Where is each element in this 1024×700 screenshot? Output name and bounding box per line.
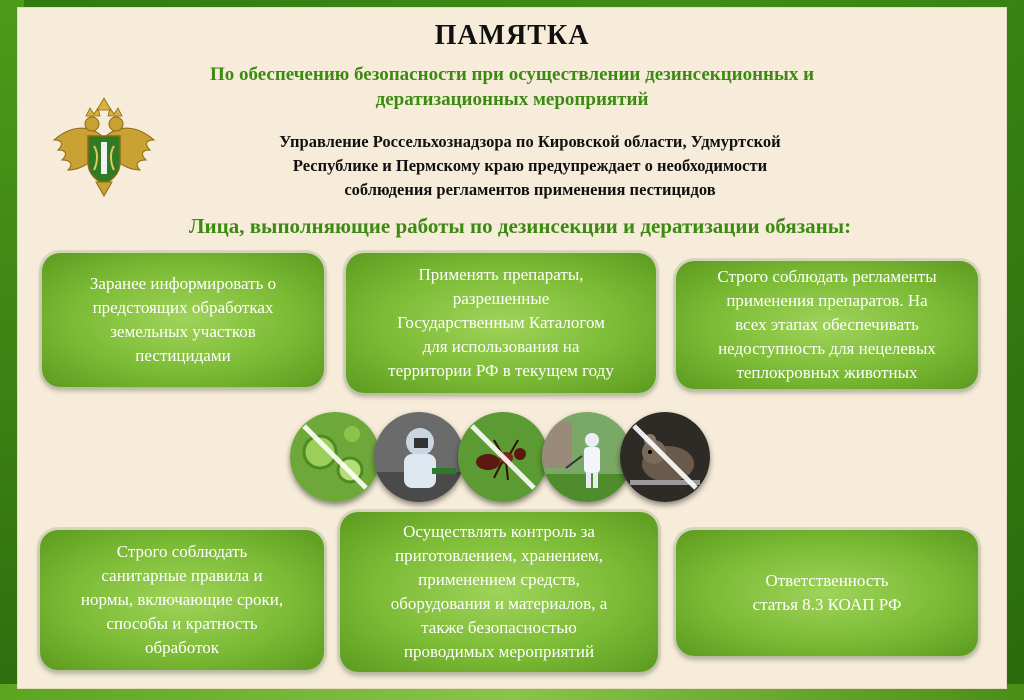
card-line: земельных участков — [110, 322, 256, 341]
duty-card-responsibility — [676, 530, 978, 656]
card-line: Строго соблюдать — [116, 542, 248, 561]
spraying-worker-icon — [542, 412, 632, 502]
notice-line: соблюдения регламентов применения пестицидов — [344, 180, 716, 199]
card-line: разрешенные — [452, 289, 550, 308]
card-line: обработок — [144, 638, 220, 657]
card-line: территории РФ в текущем году — [388, 361, 614, 380]
card-line: нормы, включающие сроки, — [80, 590, 284, 609]
card-line: приготовлением, хранением, — [394, 546, 603, 565]
card-line: проводимых мероприятий — [403, 642, 595, 661]
duty-card-approved-products — [346, 253, 656, 393]
card-line: всех этапах обеспечивать — [735, 315, 919, 334]
card-line: применения препаратов. На — [726, 291, 928, 310]
notice-line: Управление Россельхознадзора по Кировской области, Удмуртской — [279, 132, 781, 151]
card-line: санитарные правила и — [101, 566, 263, 585]
card-line: пестицидами — [135, 346, 231, 365]
card-line: предстоящих обработках — [92, 298, 274, 317]
duty-card-sanitary-rules — [40, 530, 324, 670]
crossed-ant-icon — [458, 412, 548, 502]
subtitle-line: По обеспечению безопасности при осуществлении дезинсекционных и — [209, 64, 815, 85]
subtitle — [120, 62, 904, 112]
section-heading: Лица, выполняющие работы по дезинсекции и дератизации обязаны: — [188, 214, 852, 238]
card-line: способы и кратность — [106, 614, 258, 633]
card-line: применением средств, — [418, 570, 580, 589]
card-line: Строго соблюдать регламенты — [717, 267, 937, 286]
notice-line: Республике и Пермскому краю предупреждает о необходимости — [292, 156, 768, 175]
card-line: Осуществлять контроль за — [403, 522, 595, 541]
pest-control-worker-icon — [374, 412, 464, 502]
crossed-rat-icon — [620, 412, 710, 502]
card-line: теплокровных животных — [736, 363, 918, 382]
double-headed-eagle-emblem-icon — [48, 96, 160, 200]
duty-card-inform — [42, 253, 324, 387]
crossed-virus-icon — [290, 412, 380, 502]
page-title: ПАМЯТКА — [434, 20, 590, 51]
organization-notice — [196, 130, 864, 202]
duty-card-control — [340, 512, 658, 672]
card-line: Применять препараты, — [418, 265, 584, 284]
card-line: статья 8.3 КОАП РФ — [752, 595, 902, 614]
card-line: недоступность для нецелевых — [718, 339, 936, 358]
card-line: также безопасностью — [421, 618, 577, 637]
subtitle-line: дератизационных мероприятий — [375, 89, 649, 110]
card-line: Государственным Каталогом — [397, 313, 605, 332]
card-line: Ответственность — [765, 571, 889, 590]
card-line: Заранее информировать о — [89, 274, 277, 293]
duty-card-regulations — [676, 261, 978, 389]
card-line: оборудования и материалов, а — [390, 594, 608, 613]
card-line: для использования на — [422, 337, 580, 356]
